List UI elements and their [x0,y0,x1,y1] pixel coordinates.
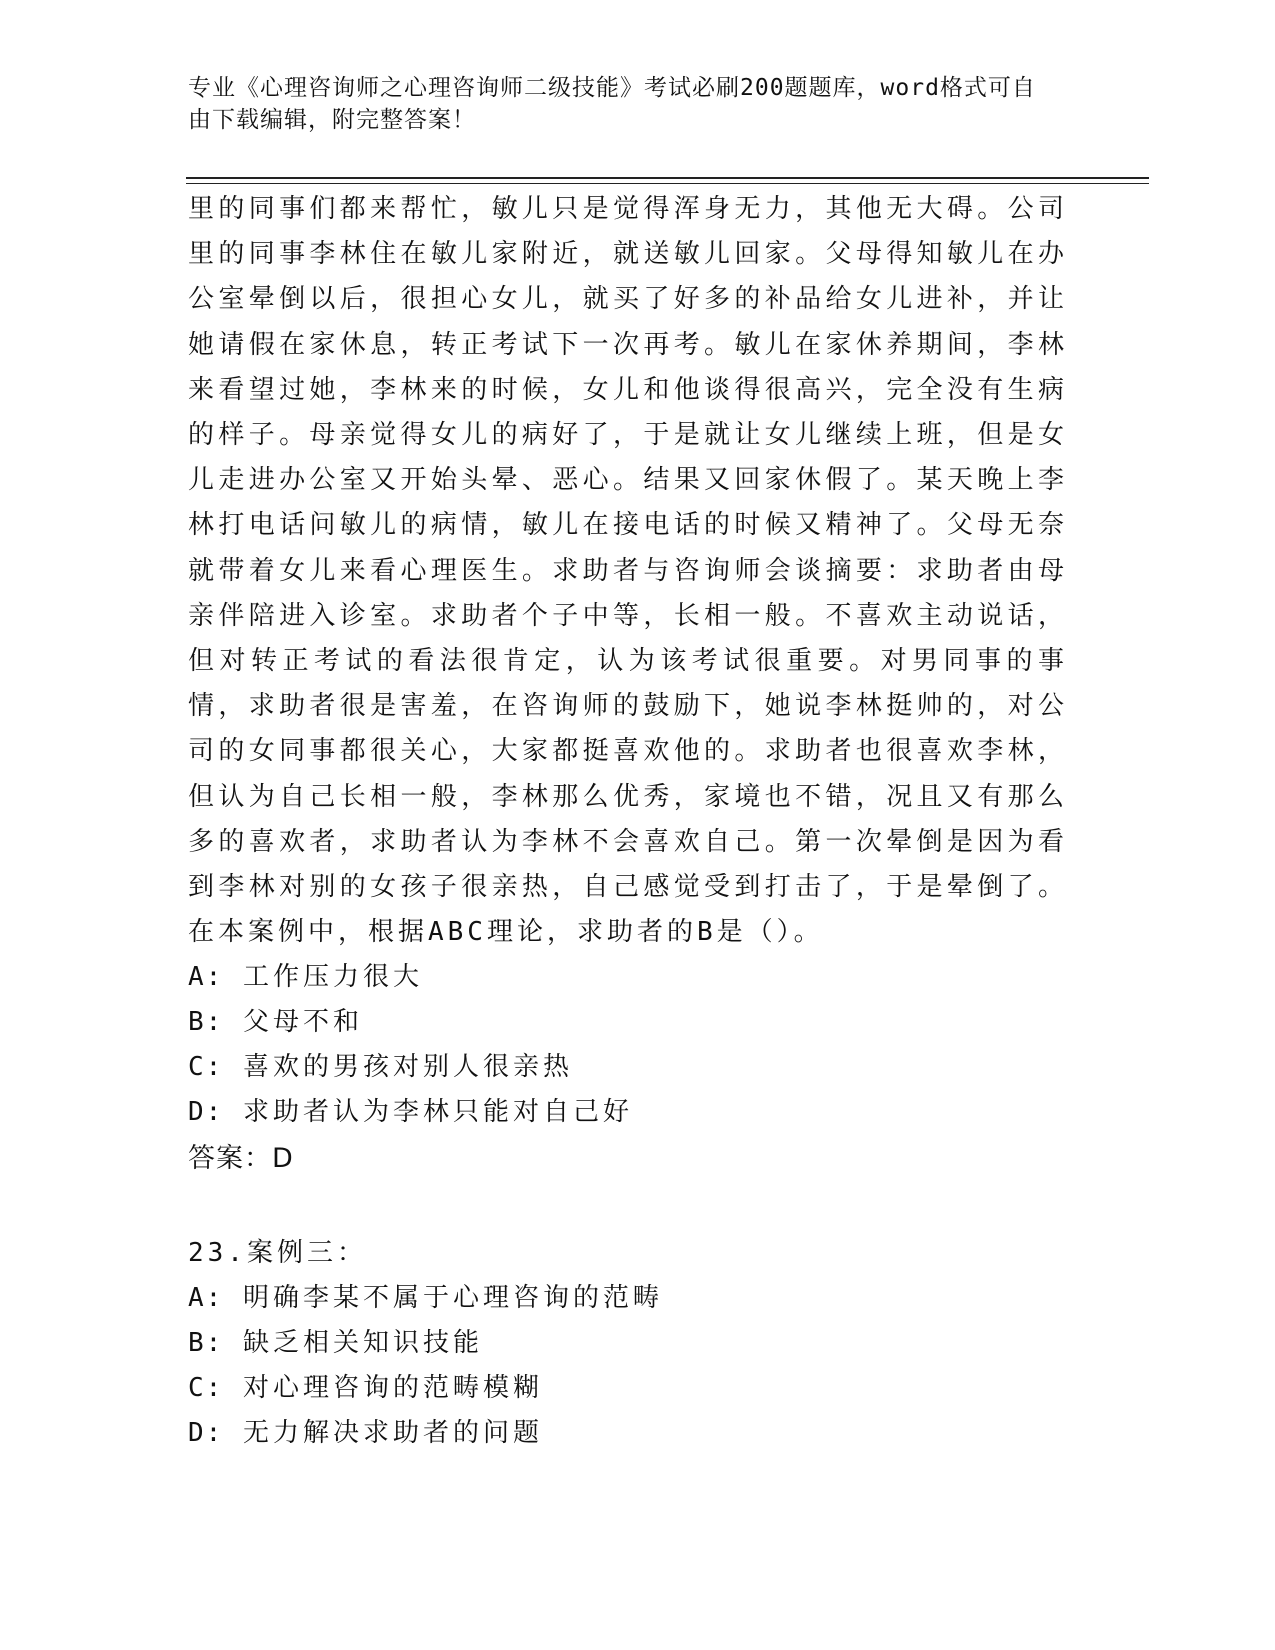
option-label: D: [188,1097,224,1128]
question-22-option-b [188,1000,1068,1045]
option-label: D: [188,1418,224,1449]
question-23-option-a [188,1276,1068,1321]
option-text: 缺乏相关知识技能 [242,1328,483,1359]
option-label: A: [188,1283,224,1314]
header-line-2: 由下载编辑，附完整答案！ [188,107,476,133]
question-22-option-a [188,955,1068,1000]
question-22-answer: 答案：D [188,1143,294,1175]
question-23-option-d [188,1411,1068,1456]
option-text: 工作压力很大 [242,962,423,993]
option-label: B: [188,1007,224,1038]
option-label: C: [188,1052,224,1083]
option-text: 求助者认为李林只能对自己好 [242,1097,633,1128]
page-header [188,72,1068,136]
question-22-passage: 里的同事们都来帮忙，敏儿只是觉得浑身无力，其他无大碍。公司里的同事李林住在敏儿家附近，就送敏儿回家。父母得知敏儿在办公室晕倒以后，很担心女儿，就买了好多的补品给女儿进补，并让她请假在家休息，转正考试下一次再考。敏儿在家休养期间，李林来看望过她，李林来的时候，女儿和他谈得很高兴，完全没有生病的样子。母亲觉得女儿的病好了，于是就让女儿继续上班，但是女儿走进办公室又开始头晕、恶心。结果又回家休假了。某天晚上李林打电话问敏儿的病情，敏儿在接电话的时候又精神了。父母无奈就带着女儿来看心理医生。求助者与咨询师会谈摘要：求助者由母亲伴陪进入诊室。求助者个子中等，长相一般。不喜欢主动说话，但对转正考试的看法很肯定，认为该考试很重要。对男同事的事情，求助者很是害羞，在咨询师的鼓励下，她说李林挺帅的，对公司的女同事都很关心，大家都挺喜欢他的。求助者也很喜欢李林，但认为自己长相一般，李林那么优秀，家境也不错，况且又有那么多的喜欢者，求助者认为李林不会喜欢自己。第一次晕倒是因为看到李林对别的女孩子很亲热，自己感觉受到打击了，于是晕倒了。在本案例中，根据ABC理论，求助者的B是（）。 [188,194,1068,948]
option-label: B: [188,1328,224,1359]
question-23-option-b [188,1321,1068,1366]
option-text: 父母不和 [242,1007,363,1038]
question-23-option-c [188,1366,1068,1411]
option-label: A: [188,962,224,993]
option-text: 对心理咨询的范畴模糊 [242,1373,543,1404]
option-label: C: [188,1373,224,1404]
header-rule-thick [186,177,1149,179]
question-22-option-c [188,1045,1068,1090]
option-text: 明确李某不属于心理咨询的范畴 [242,1283,663,1314]
question-22-option-d [188,1090,1068,1135]
document-body [188,187,1068,1456]
option-text: 无力解决求助者的问题 [242,1418,543,1449]
question-23-title: 23.案例三： [188,1238,367,1269]
header-rule-thin [186,183,1149,184]
header-line-1: 专业《心理咨询师之心理咨询师二级技能》考试必刷200题题库，word格式可自 [188,75,1036,101]
option-text: 喜欢的男孩对别人很亲热 [242,1052,573,1083]
